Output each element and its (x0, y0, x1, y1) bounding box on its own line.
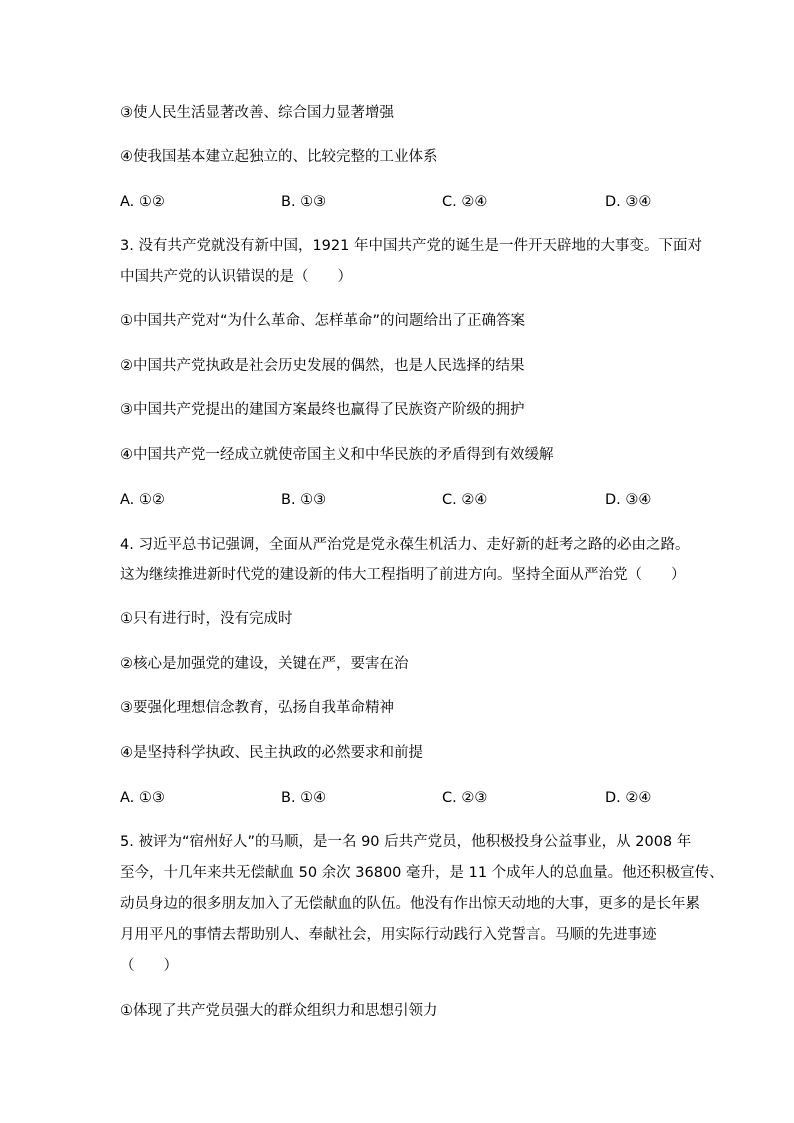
q3-option-d[interactable]: D. ③④ (605, 492, 652, 508)
q2-option-a[interactable]: A. ①② (120, 194, 165, 210)
q4-item-3: ③要强化理想信念教育，弘扬自我革命精神 (120, 700, 394, 716)
q3-option-b[interactable]: B. ①③ (281, 492, 327, 508)
q2-option-d[interactable]: D. ③④ (605, 194, 652, 210)
q3-item-4: ④中国共产党一经成立就使帝国主义和中华民族的矛盾得到有效缓解 (120, 447, 554, 463)
q3-item-2: ②中国共产党执政是社会历史发展的偶然，也是人民选择的结果 (120, 358, 525, 374)
q4-option-d[interactable]: D. ②④ (605, 790, 652, 806)
q4-stem-line-2: 这为继续推进新时代党的建设新的伟大工程指明了前进方向。坚持全面从严治党（ ） (120, 567, 686, 583)
q3-stem-line-2: 中国共产党的认识错误的是（ ） (120, 269, 352, 285)
q3-option-c[interactable]: C. ②④ (442, 492, 488, 508)
q5-stem-line-2: 至今，十几年来共无偿献血 50 余次 36800 毫升，是 11 个成年人的总血量。他还积极宣传、 (120, 865, 724, 881)
q4-option-a[interactable]: A. ①③ (120, 790, 165, 806)
q3-stem-line-1: 3. 没有共产党就没有新中国，1921 年中国共产党的诞生是一件开天辟地的大事变。下面对 (120, 238, 702, 254)
q3-option-a[interactable]: A. ①② (120, 492, 165, 508)
q5-answer-blank: （ ） (120, 958, 178, 974)
q2-option-c[interactable]: C. ②④ (442, 194, 488, 210)
q4-item-2: ②核心是加强党的建设，关键在严，要害在治 (120, 656, 409, 672)
q4-stem-line-1: 4. 习近平总书记强调，全面从严治党是党永葆生机活力、走好新的赶考之路的必由之路。 (120, 537, 690, 553)
q4-option-b[interactable]: B. ①④ (281, 790, 327, 806)
q2-option-b[interactable]: B. ①③ (281, 194, 327, 210)
q5-stem-line-1: 5. 被评为“宿州好人”的马顺，是一名 90 后共产党员，他积极投身公益事业，从 2008 年 (120, 834, 692, 850)
q4-item-1: ①只有进行时，没有完成时 (120, 611, 293, 627)
q4-item-4: ④是坚持科学执政、民主执政的必然要求和前提 (120, 745, 423, 761)
q2-item-3: ③使人民生活显著改善、综合国力显著增强 (120, 105, 394, 121)
q3-item-1: ①中国共产党对“为什么革命、怎样革命”的问题给出了正确答案 (120, 313, 526, 329)
q3-item-3: ③中国共产党提出的建国方案最终也赢得了民族资产阶级的拥护 (120, 402, 525, 418)
q5-stem-line-3: 动员身边的很多朋友加入了无偿献血的队伍。他没有作出惊天动地的大事，更多的是长年累 (120, 896, 700, 912)
q5-item-1: ①体现了共产党员强大的群众组织力和思想引领力 (120, 1003, 438, 1019)
q4-option-c[interactable]: C. ②③ (442, 790, 488, 806)
q2-item-4: ④使我国基本建立起独立的、比较完整的工业体系 (120, 149, 438, 165)
q5-stem-line-4: 月用平凡的事情去帮助别人、奉献社会，用实际行动践行入党誓言。马顺的先进事迹 (120, 927, 657, 943)
